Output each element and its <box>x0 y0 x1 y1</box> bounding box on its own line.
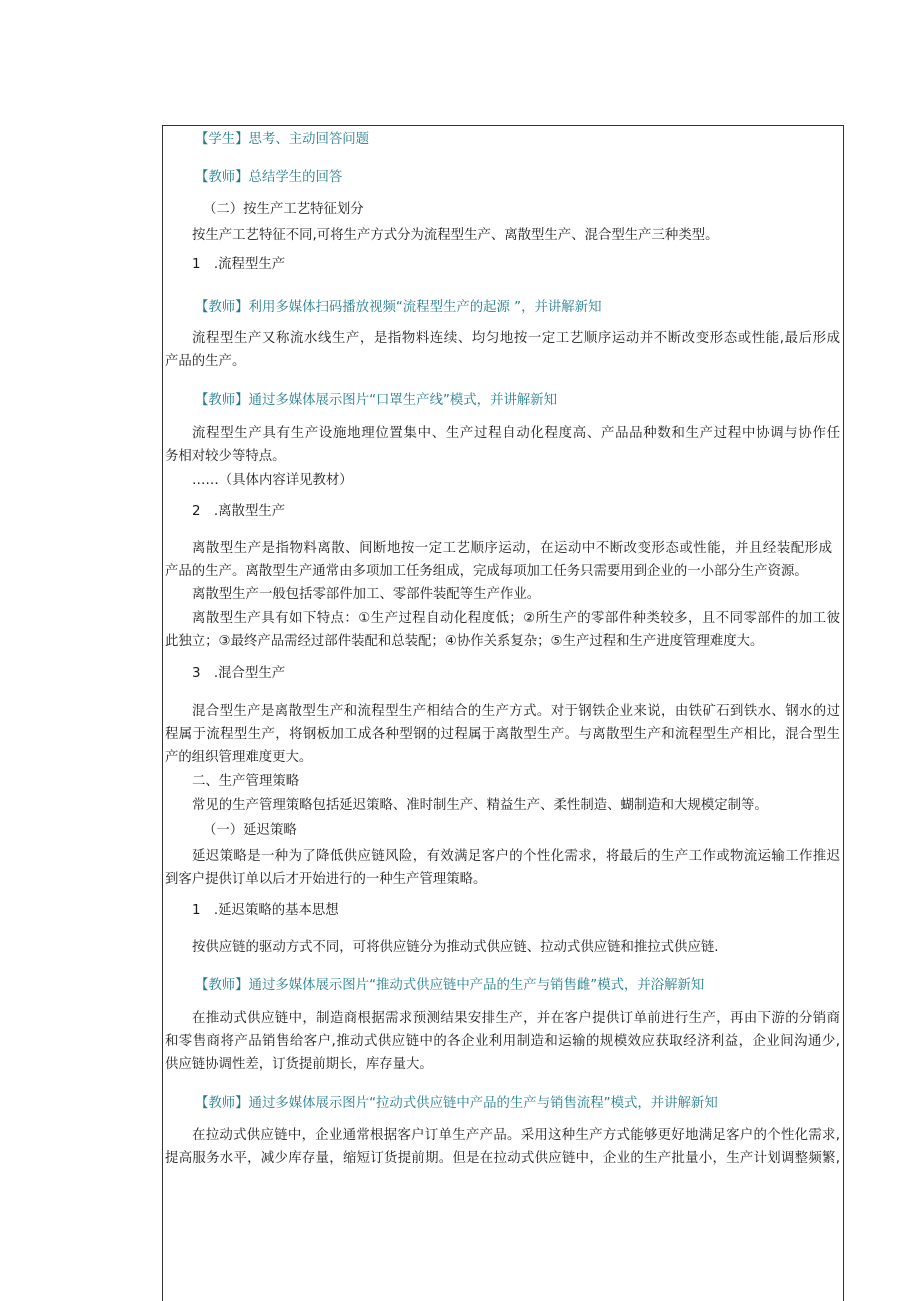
teacher-activity-line: 【教师】通过多媒体展示图片“拉动式供应链中产品的生产与销售流程”模式，并讲解新知 <box>195 1096 718 1111</box>
student-activity-line: 【学生】思考、主动回答问题 <box>195 132 370 147</box>
section-heading: （二）按生产工艺特征划分 <box>203 202 364 217</box>
paragraph-line: 离散型生产是指物料离散、间断地按一定工艺顺序运动，在运动中不断改变形态或性能，并且经装配形成 <box>192 541 832 556</box>
paragraph-line: 常见的生产管理策略包括延迟策略、准时制生产、精益生产、柔性制造、蝴制造和大规模定制等。 <box>192 798 768 813</box>
paragraph-line: 产品的生产。离散型生产通常由多项加工任务组成，完成每项加工任务只需要用到企业的一小部分生产资源。 <box>165 564 808 579</box>
section-heading: （一）延迟策略 <box>203 823 297 838</box>
paragraph-line: 和零售商将产品销售给客户,推动式供应链中的各企业利用制造和运输的规模效应获取经济利益，企业间沟通少, <box>165 1034 840 1049</box>
paragraph-line: 产的组织管理难度更大。 <box>165 750 313 765</box>
teacher-activity-line: 【教师】通过多媒体展示图片“推动式供应链中产品的生产与销售雌”模式，并浴解新知 <box>195 978 705 993</box>
paragraph-line: 流程型生产又称流水线生产，是指物料连续、均匀地按一定工艺顺序运动并不断改变形态或性能,最后形成 <box>192 331 840 346</box>
paragraph-line: ……（具体内容详见教材） <box>192 473 353 488</box>
paragraph-line: 务相对较少等特点。 <box>165 449 286 464</box>
paragraph-line: 按生产工艺特征不同,可将生产方式分为流程型生产、离散型生产、混合型生产三种类型。 <box>192 228 719 243</box>
paragraph-line: 离散型生产一般包括零部件加工、零部件装配等生产作业。 <box>192 587 541 602</box>
paragraph-line: 供应链协调性差，订货提前期长，库存量大。 <box>165 1057 433 1072</box>
paragraph-line: 在推动式供应链中，制造商根据需求预测结果安排生产，并在客户提供订单前进行生产，再由下游的分销商 <box>192 1011 840 1026</box>
paragraph-line: 此独立；③最终产品需经过部件装配和总装配；④协作关系复杂；⑤生产过程和生产进度管理难度大。 <box>165 634 764 649</box>
subsection-heading: 3 .混合型生产 <box>192 666 286 681</box>
paragraph-line: 混合型生产是离散型生产和流程型生产相结合的生产方式。对于钢铁企业来说，由铁矿石到铁水、钢水的过 <box>192 704 840 719</box>
paragraph-line: 到客户提供订单以后才开始进行的一种生产管理策略。 <box>165 872 487 887</box>
paragraph-line: 产品的生产。 <box>165 354 246 369</box>
paragraph-line: 延迟策略是一种为了降低供应链风险，有效满足客户的个性化需求，将最后的生产工作或物流运输工作推迟 <box>192 849 840 864</box>
teacher-activity-line: 【教师】利用多媒体扫码播放视频“流程型生产的起源 ”，并讲解新知 <box>195 300 602 315</box>
paragraph-line: 程属于流程型生产，将钢板加工成各种型钢的过程属于离散型生产。与离散型生产和流程型生产相比，混合型生 <box>165 727 840 742</box>
subsection-heading: 1 .流程型生产 <box>192 257 286 272</box>
subsection-heading: 1 .延迟策略的基本思想 <box>192 903 339 918</box>
teacher-summary-line: 【教师】总结学生的回答 <box>195 170 343 185</box>
paragraph-line: 在拉动式供应链中，企业通常根据客户订单生产产品。采用这种生产方式能够更好地满足客户的个性化需求, <box>192 1128 840 1143</box>
subsection-heading: 2 .离散型生产 <box>192 504 286 519</box>
section-heading: 二、生产管理策略 <box>192 774 300 789</box>
paragraph-line: 流程型生产具有生产设施地理位置集中、生产过程自动化程度高、产品品种数和生产过程中协调与协作任 <box>192 426 840 441</box>
paragraph-line: 离散型生产具有如下特点：①生产过程自动化程度低；②所生产的零部件种类较多，且不同零部件的加工彼 <box>192 611 840 626</box>
paragraph-line: 按供应链的驱动方式不同，可将供应链分为推动式供应链、拉动式供应链和推拉式供应链. <box>192 940 719 955</box>
teacher-activity-line: 【教师】通过多媒体展示图片“口罩生产线”模式，并讲解新知 <box>195 393 558 408</box>
paragraph-line: 提高服务水平，减少库存量，缩短订货提前期。但是在拉动式供应链中，企业的生产批量小，生产计划调整频繁, <box>165 1151 840 1166</box>
